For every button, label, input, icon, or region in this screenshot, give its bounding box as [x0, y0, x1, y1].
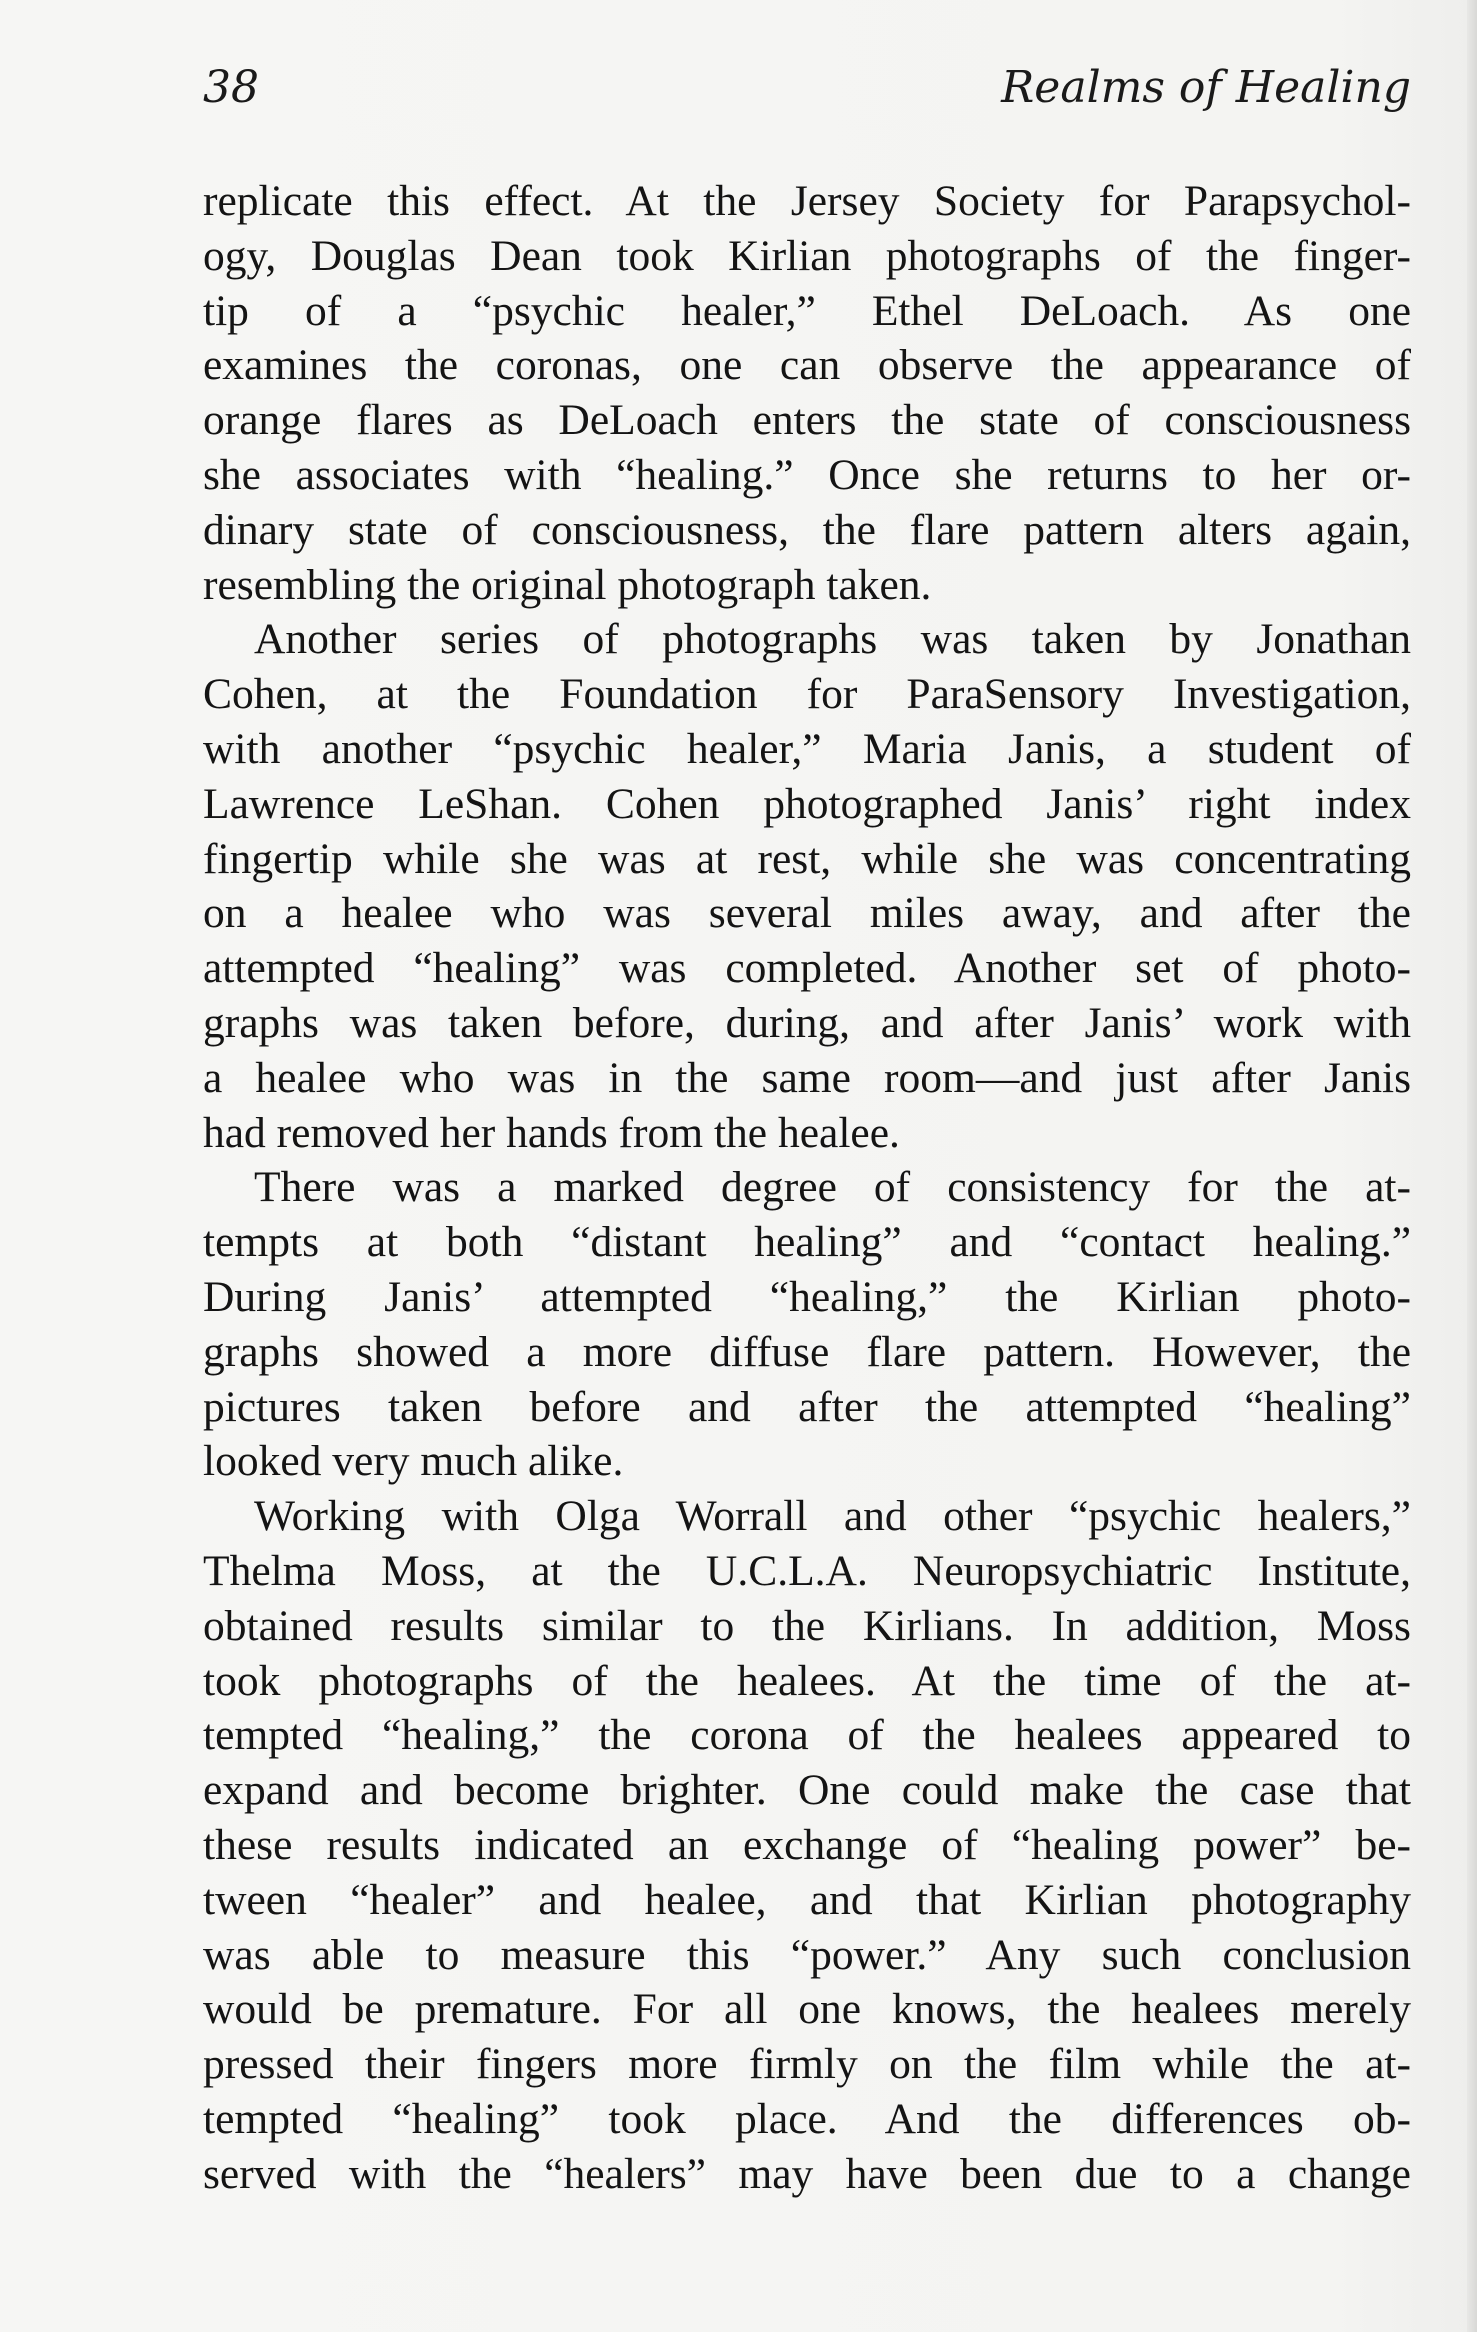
text-line: During Janis’ attempted “healing,” the Kirlian photo-: [203, 1272, 1411, 1321]
running-head: Realms of Healing: [1001, 62, 1411, 113]
text-line: orange flares as DeLoach enters the state of consciousness: [203, 396, 1411, 445]
text-line: attempted “healing” was completed. Another set of photo-: [203, 944, 1411, 993]
page-number: 38: [203, 62, 259, 113]
text-line: took photographs of the healees. At the time of the at-: [203, 1656, 1411, 1705]
text-line: examines the coronas, one can observe the appearance of: [203, 341, 1411, 390]
text-line: served with the “healers” may have been due to a change: [203, 2149, 1411, 2198]
text-line: Another series of photographs was taken by Jonathan: [254, 615, 1411, 664]
page-header: [203, 62, 1411, 122]
text-line: pressed their fingers more firmly on the film while the at-: [203, 2040, 1411, 2089]
text-line: expand and become brighter. One could make the case that: [203, 1766, 1411, 1815]
text-line: these results indicated an exchange of “healing power” be-: [203, 1820, 1411, 1869]
text-line: pictures taken before and after the attempted “healing”: [203, 1382, 1411, 1431]
text-line: resembling the original photograph taken.: [203, 560, 932, 609]
body-text: [203, 174, 1411, 2201]
text-line: Working with Olga Worrall and other “psychic healers,”: [254, 1492, 1411, 1541]
text-line: tempted “healing” took place. And the differences ob-: [203, 2094, 1411, 2143]
text-line: graphs was taken before, during, and after Janis’ work with: [203, 998, 1411, 1047]
text-line: replicate this effect. At the Jersey Society for Parapsychol-: [203, 177, 1411, 225]
text-line: ogy, Douglas Dean took Kirlian photographs of the finger-: [203, 231, 1411, 280]
text-line: tempted “healing,” the corona of the healees appeared to: [203, 1711, 1411, 1760]
text-line: she associates with “healing.” Once she returns to her or-: [203, 450, 1411, 499]
text-line: had removed her hands from the healee.: [203, 1108, 900, 1157]
page-spine-shadow: [1467, 0, 1477, 2332]
text-line: tempts at both “distant healing” and “contact healing.”: [203, 1218, 1411, 1267]
text-line: fingertip while she was at rest, while she was concentrating: [203, 834, 1411, 883]
text-line: There was a marked degree of consistency for the at-: [254, 1163, 1411, 1212]
text-line: tip of a “psychic healer,” Ethel DeLoach. As one: [203, 286, 1411, 335]
text-line: Lawrence LeShan. Cohen photographed Janis’ right index: [203, 779, 1411, 828]
text-line: Thelma Moss, at the U.C.L.A. Neuropsychiatric Institute,: [203, 1546, 1411, 1595]
text-line: looked very much alike.: [203, 1437, 624, 1486]
text-line: was able to measure this “power.” Any such conclusion: [203, 1930, 1411, 1979]
text-line: obtained results similar to the Kirlians. In addition, Moss: [203, 1601, 1411, 1650]
text-line: a healee who was in the same room—and just after Janis: [203, 1053, 1411, 1102]
text-line: with another “psychic healer,” Maria Janis, a student of: [203, 724, 1411, 773]
text-line: tween “healer” and healee, and that Kirlian photography: [203, 1875, 1411, 1924]
text-line: dinary state of consciousness, the flare pattern alters again,: [203, 505, 1411, 554]
text-line: would be premature. For all one knows, the healees merely: [203, 1985, 1411, 2034]
text-line: graphs showed a more diffuse flare pattern. However, the: [203, 1327, 1411, 1376]
text-line: on a healee who was several miles away, and after the: [203, 889, 1411, 938]
text-line: Cohen, at the Foundation for ParaSensory Investigation,: [203, 670, 1411, 719]
